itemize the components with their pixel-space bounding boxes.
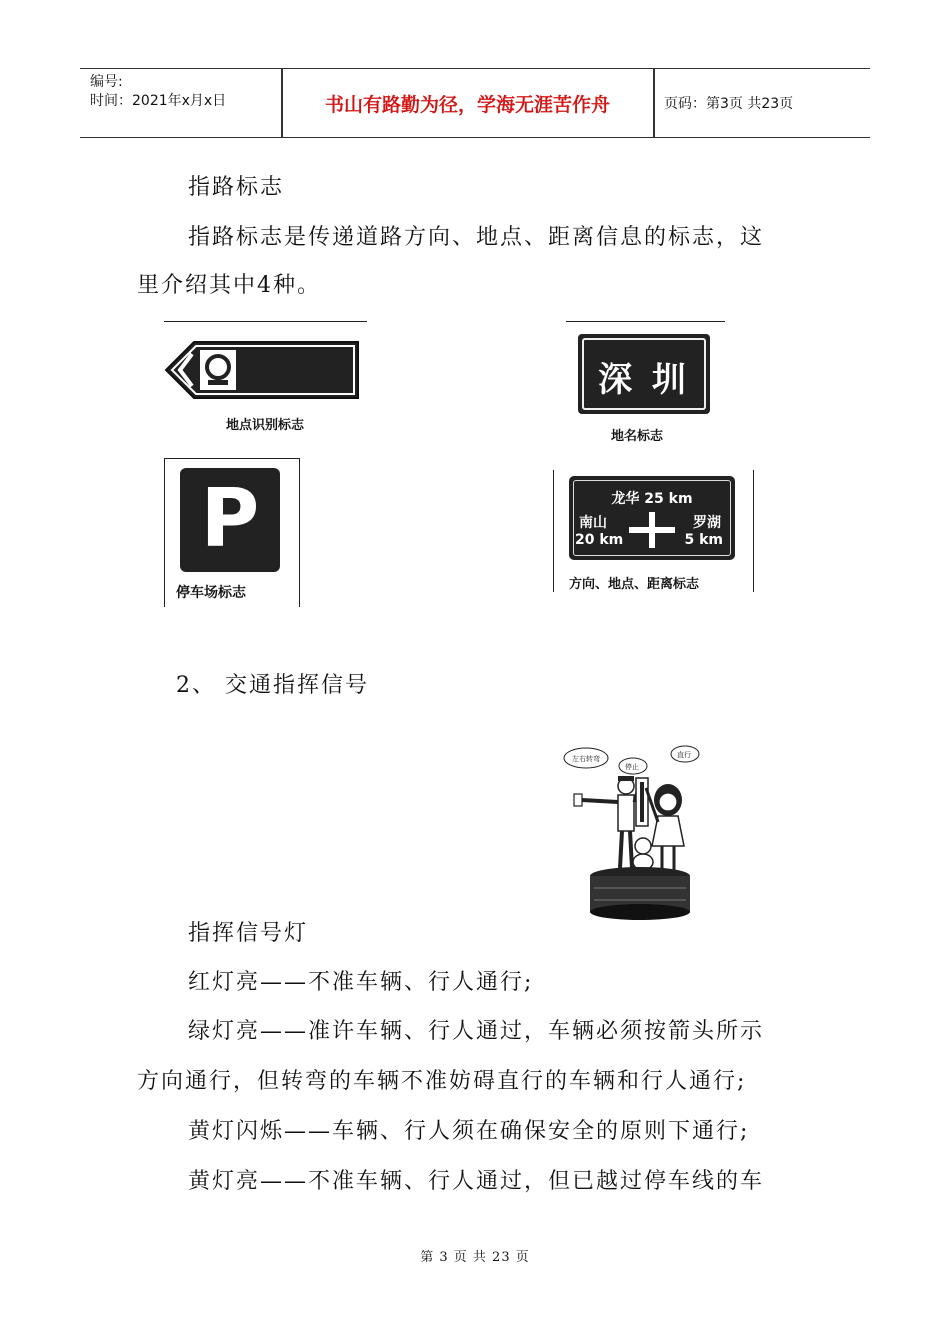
- figure-top-rule: [164, 321, 367, 322]
- bubble-left-text: 左右转弯: [572, 755, 600, 763]
- number-label: 编号:: [90, 74, 123, 90]
- place-name-text: 深 圳: [598, 360, 690, 400]
- page-footer: 第 3 页 共 23 页: [420, 1250, 530, 1265]
- header-table: [80, 68, 870, 138]
- intersection-icon: [627, 510, 677, 550]
- parking-letter: P: [200, 472, 260, 565]
- place-name-sign: [578, 334, 710, 414]
- direction-right-name: 罗湖: [693, 515, 721, 531]
- direction-sign: [569, 476, 735, 560]
- yellow-light-rule: 黄灯亮——不准车辆、行人通过，但已越过停车线的车: [188, 1169, 765, 1194]
- parking-sign: [180, 468, 280, 572]
- section-title-road-signs: 指路标志: [188, 175, 285, 200]
- direction-top-text: 龙华 25 km: [611, 491, 693, 507]
- section-title-traffic-signals: 2、 交通指挥信号: [176, 673, 369, 698]
- direction-right-dist: 5 km: [684, 532, 723, 548]
- location-sign: [164, 336, 364, 404]
- header-page-info: 页码：第3页 共23页: [664, 96, 794, 112]
- figure-top-rule: [566, 321, 725, 322]
- direction-left-name: 南山: [579, 515, 607, 531]
- signal-lights-title: 指挥信号灯: [188, 921, 309, 946]
- header-left-cell: [90, 73, 226, 111]
- traffic-police-cartoon: [560, 742, 710, 922]
- yellow-flash-rule: 黄灯闪烁——车辆、行人须在确保安全的原则下通行;: [188, 1119, 750, 1144]
- bubble-mid-text: 停止: [625, 763, 639, 771]
- intro-line-1: 指路标志是传递道路方向、地点、距离信息的标志，这: [188, 225, 765, 250]
- intro-line-2: 里介绍其中4种。: [137, 273, 321, 298]
- bubble-right-text: 直行: [677, 751, 691, 759]
- location-sign-label: 地点识别标志: [226, 418, 305, 433]
- green-light-rule-line-1: 绿灯亮——准许车辆、行人通过，车辆必须按箭头所示: [188, 1019, 765, 1044]
- parking-label: 停车场标志: [176, 585, 246, 601]
- direction-label: 方向、地点、距离标志: [569, 577, 700, 592]
- header-motto: 书山有路勤为径，学海无涯苦作舟: [324, 93, 610, 116]
- green-light-rule-line-2: 方向通行，但转弯的车辆不准妨碍直行的车辆和行人通行;: [137, 1069, 747, 1094]
- date-label: 时间：2021年x月x日: [90, 93, 227, 109]
- place-name-label: 地名标志: [611, 429, 664, 444]
- red-light-rule: 红灯亮——不准车辆、行人通行;: [188, 970, 534, 995]
- direction-left-dist: 20 km: [575, 532, 624, 548]
